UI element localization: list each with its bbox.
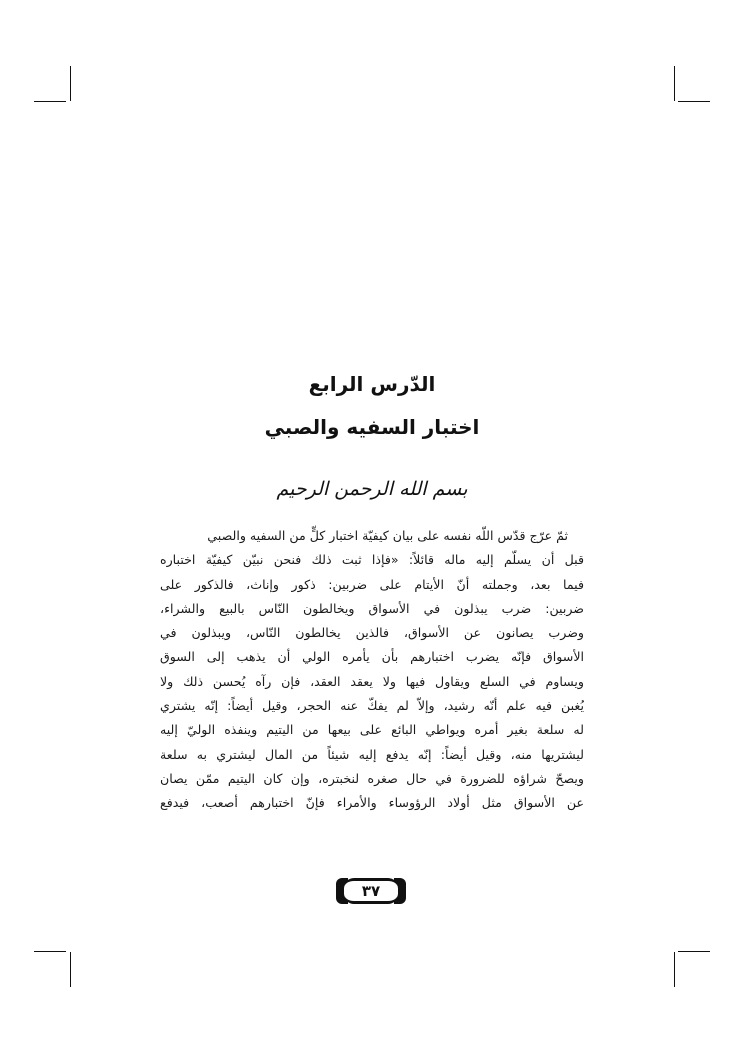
lesson-subtitle: اختبار السفيه والصبي	[264, 415, 480, 439]
text-line: ليشتريها منه، وقيل أيضاً: إنّه يدفع إليه شيئاً من المال ليشتري به سلعة	[160, 746, 584, 762]
crop-mark-bottom-left-horizontal	[34, 951, 66, 952]
text-line: الأسواق فإنّه يضرب اختبارهم بأن يأمره الولي أن يذهب إلى السوق	[160, 649, 584, 665]
text-line: عن الأسواق مثل أولاد الرؤوساء والأمراء فإنّ اختبارهم أصعب، فيدفع	[160, 795, 584, 811]
crop-mark-top-left-horizontal	[34, 101, 66, 102]
text-line: يُغبن فيه علم أنّه رشيد، وإلاّ لم يفكّ عنه الحجر، وقيل أيضاً: إنّه يشتري	[160, 698, 584, 714]
text-line: له سلعة بغير أمره ويواطي البائع على بيعها من اليتيم وينفذه الوليّ إليه	[160, 722, 584, 738]
page-number-ornament	[336, 878, 406, 904]
page-number: ٣٧	[361, 882, 381, 900]
text-line: فيما بعد، وجملته أنّ الأيتام على ضربين: ذكور وإناث، فالذكور على	[160, 576, 584, 592]
crop-mark-bottom-right-vertical	[674, 952, 675, 987]
text-line: قبل أن يسلّم إليه ماله قائلاً: «فإذا ثبت ذلك فنحن نبيّن كيفيّة اختباره	[160, 552, 584, 568]
basmala-text: بسم الله الرحمن الرحيم	[276, 478, 468, 500]
text-line: ويصحّ شراؤه للضرورة في حال صغره لنخبتره، وإن كان اليتيم ممّن يصان	[160, 770, 584, 786]
crop-mark-bottom-left-vertical	[70, 952, 71, 987]
crop-mark-bottom-right-horizontal	[678, 951, 710, 952]
text-line: ثمّ عرّج قدّس اللّه نفسه على بيان كيفيّة اختبار كلٍّ من السفيه والصبي	[207, 528, 568, 543]
text-line: ويساوم في السلع ويقاول فيها ولا يعقد العقد، فإن رآه يُحسن ذلك ولا	[160, 673, 584, 689]
text-line: وضرب يصانون عن الأسواق، فالذين يخالطون النّاس، ويبذلون في	[160, 625, 584, 641]
lesson-title: الدّرس الرابع	[308, 372, 436, 396]
body-paragraph	[160, 524, 584, 816]
crop-mark-top-left-vertical	[70, 66, 71, 101]
crop-mark-top-right-horizontal	[678, 101, 710, 102]
text-line: ضربين: ضرب يبذلون في الأسواق ويخالطون النّاس بالبيع والشراء،	[160, 600, 584, 616]
basmala-calligraphy	[272, 468, 472, 510]
crop-mark-top-right-vertical	[674, 66, 675, 101]
